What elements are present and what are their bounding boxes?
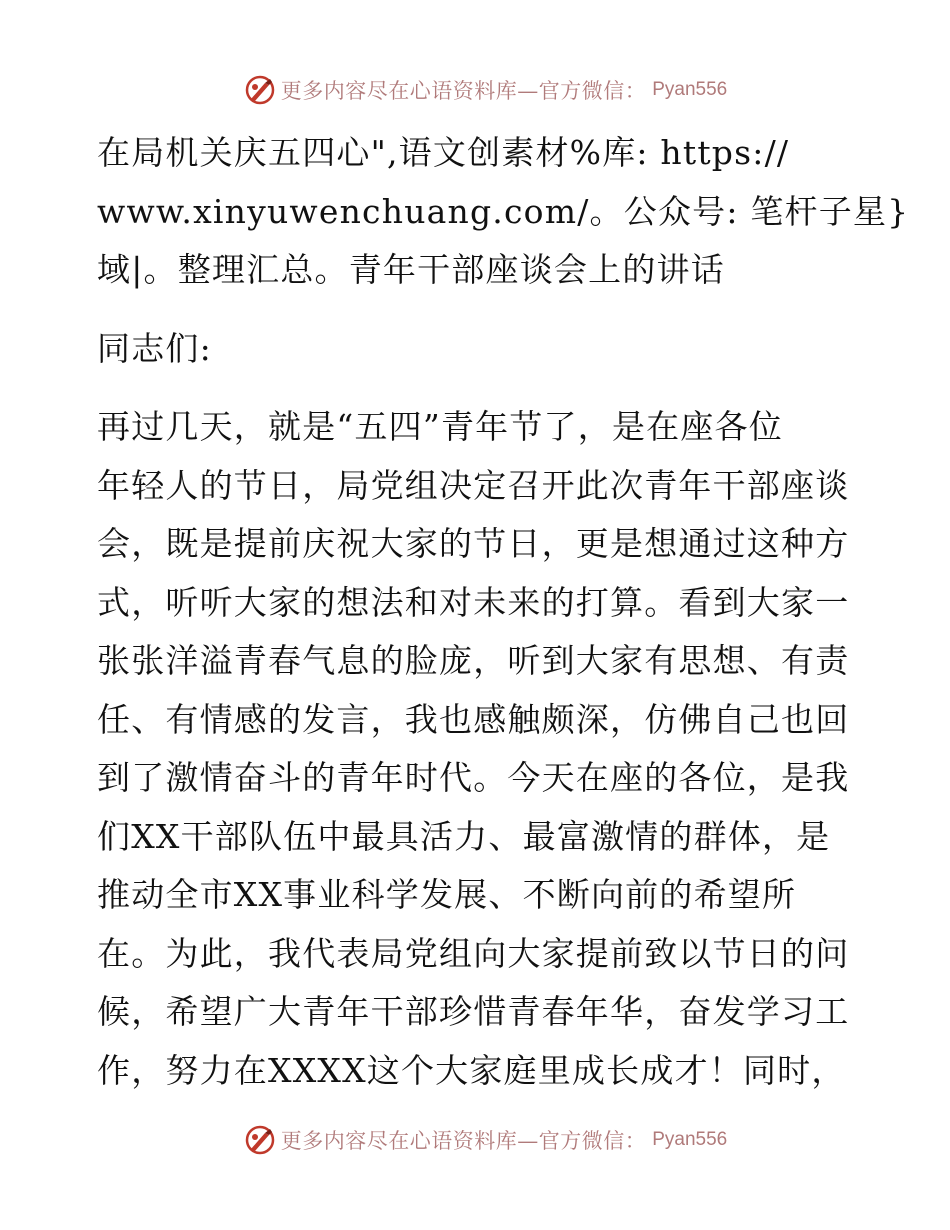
pen-logo-icon bbox=[243, 73, 277, 107]
header-line-3: 域|。整理汇总。青年干部座谈会上的讲话 bbox=[97, 250, 725, 289]
bottom-watermark-banner bbox=[0, 1120, 950, 1160]
body-line: 到了激情奋斗的青年时代。今天在座的各位，是我 bbox=[97, 758, 850, 797]
top-watermark-banner bbox=[0, 70, 950, 110]
body-line: 在。为此，我代表局党组向大家提前致以节日的问 bbox=[97, 933, 850, 973]
body-line: 候，希望广大青年干部珍惜青春年华，奋发学习工 bbox=[97, 992, 850, 1031]
body-line: 年轻人的节日，局党组决定召开此次青年干部座谈 bbox=[97, 465, 850, 505]
header-line-1: 在局机关庆五四心",语文创素材%库: https:// bbox=[97, 133, 790, 172]
body-line: 会，既是提前庆祝大家的节日，更是想通过这种方 bbox=[97, 524, 850, 563]
watermark-text: 更多内容尽在心语资料库—官方微信： bbox=[280, 79, 647, 103]
body-line: 作，努力在XXXX这个大家庭里成长成才！同时， bbox=[97, 1050, 846, 1090]
body-line: 推动全市XX事业科学发展、不断向前的希望所 bbox=[97, 875, 797, 914]
watermark-wechat-id: Pyan556 bbox=[652, 79, 728, 100]
body-line: 张张洋溢青春气息的脸庞，听到大家有思想、有责 bbox=[97, 641, 850, 680]
body-line: 再过几天，就是“五四”青年节了，是在座各位 bbox=[97, 407, 783, 446]
body-line: 们XX干部队伍中最具活力、最富激情的群体，是 bbox=[97, 816, 831, 856]
document-body bbox=[97, 124, 910, 1100]
pen-logo-icon bbox=[243, 1123, 277, 1157]
watermark-text: 更多内容尽在心语资料库—官方微信： bbox=[280, 1129, 647, 1153]
watermark-wechat-id: Pyan556 bbox=[652, 1129, 728, 1150]
body-line: 任、有情感的发言，我也感触颇深，仿佛自己也回 bbox=[97, 699, 850, 739]
body-line: 式，听听大家的想法和对未来的打算。看到大家一 bbox=[97, 582, 850, 622]
salutation: 同志们: bbox=[97, 328, 212, 368]
header-line-2: www.xinyuwenchuang.com/。公众号: 笔杆子星} bbox=[97, 191, 910, 231]
